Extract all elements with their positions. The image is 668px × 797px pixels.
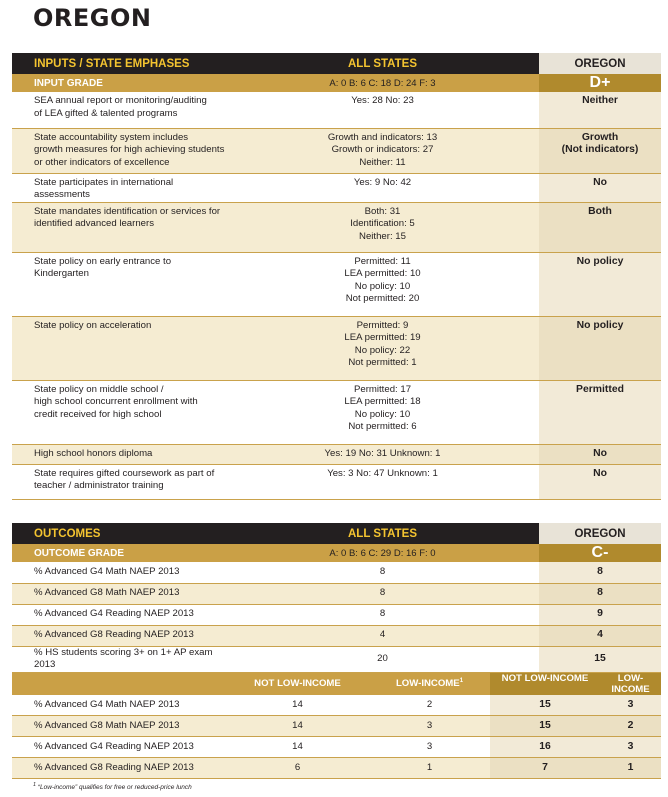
input-row-state-line: No policy <box>576 255 624 267</box>
input-row-label-line: State policy on acceleration <box>34 319 152 331</box>
input-row-label-line: or other indicators of excellence <box>34 156 170 168</box>
input-row-state <box>539 316 661 380</box>
outcomes-header-state: OREGON <box>539 523 661 544</box>
input-row-label-line: of LEA gifted & talented programs <box>34 107 178 119</box>
input-row-state-line: No policy <box>576 319 624 331</box>
income-row <box>12 695 661 716</box>
page-title: OREGON <box>33 4 152 32</box>
input-row <box>12 316 661 380</box>
input-row <box>12 202 661 252</box>
input-row-state-line: Permitted <box>576 383 624 395</box>
outcome-row-all-states: 8 <box>226 604 539 625</box>
input-row-label <box>12 252 226 316</box>
input-row-label <box>12 128 226 173</box>
income-row-all-low: 3 <box>369 716 490 737</box>
income-row-all-low: 2 <box>369 695 490 716</box>
outcome-row-label: % HS students scoring 3+ on 1+ AP exam 2013 <box>12 646 226 672</box>
input-row-label-line: identified advanced learners <box>34 218 155 229</box>
input-row-state-line: No <box>593 467 607 479</box>
input-grade-label: INPUT GRADE <box>12 74 226 92</box>
input-row <box>12 464 661 499</box>
input-row-label-line: SEA annual report or monitoring/auditing <box>34 95 207 106</box>
input-row-label <box>12 316 226 380</box>
outcome-row-all-states: 20 <box>226 646 539 672</box>
input-row-all-states-line: Yes: 19 No: 31 Unknown: 1 <box>324 447 441 459</box>
income-row-label: % Advanced G8 Reading NAEP 2013 <box>12 758 226 779</box>
income-row-state-not-low: 16 <box>539 740 551 752</box>
input-row-all-states-line: LEA permitted: 10 <box>344 268 421 279</box>
input-row-label-line: growth measures for high achieving students <box>34 144 225 155</box>
input-row-all-states-line: Not permitted: 6 <box>348 421 417 432</box>
input-row-state <box>539 202 661 252</box>
input-row-label <box>12 202 226 252</box>
input-row-state <box>539 92 661 128</box>
income-row-state <box>490 716 661 737</box>
outcome-row-state: 8 <box>539 562 661 583</box>
income-row-state <box>490 758 661 779</box>
input-row-all-states-line: Permitted: 9 <box>356 319 409 331</box>
input-row-all-states-line: No policy: 10 <box>354 408 411 420</box>
outcome-row-all-states: 8 <box>226 562 539 583</box>
income-row <box>12 716 661 737</box>
input-row-state <box>539 128 661 173</box>
input-grade-all-states: A: 0 B: 6 C: 18 D: 24 F: 3 <box>226 74 539 92</box>
inputs-header-label: INPUTS / STATE EMPHASES <box>12 53 226 74</box>
income-row-state-pair <box>490 741 661 754</box>
income-header-not-low: NOT LOW-INCOME <box>226 672 369 695</box>
input-row-all-states-line: Yes: 9 No: 42 <box>353 176 412 188</box>
input-row-all-states <box>226 444 539 464</box>
input-row-all-states-line: Not permitted: 20 <box>345 293 420 304</box>
income-header-row <box>12 672 661 695</box>
outcome-row <box>12 583 661 604</box>
income-row-label: % Advanced G8 Math NAEP 2013 <box>12 716 226 737</box>
input-row-all-states-line: Yes: 28 No: 23 <box>351 95 414 106</box>
income-row-state-not-low: 15 <box>539 698 551 710</box>
inputs-header-state: OREGON <box>539 53 661 74</box>
input-row-label-line: State accountability system includes <box>34 131 189 143</box>
income-row-all-not-low: 6 <box>226 758 369 779</box>
outcome-row-state: 4 <box>539 625 661 646</box>
input-row-all-states-line: LEA permitted: 19 <box>344 332 421 343</box>
input-row-state <box>539 444 661 464</box>
outcome-grade-state: C- <box>539 544 661 562</box>
input-row-all-states-line: Not permitted: 1 <box>348 357 417 368</box>
input-row-label-line: State policy on middle school / <box>34 383 164 395</box>
outcome-row-state: 9 <box>539 604 661 625</box>
income-row-all-not-low: 14 <box>226 695 369 716</box>
input-row-label-line: high school concurrent enrollment with <box>34 396 198 407</box>
input-row-all-states-line: No policy: 22 <box>354 344 411 356</box>
outcome-row-state: 15 <box>539 646 661 672</box>
input-row-label <box>12 380 226 444</box>
income-row-label: % Advanced G4 Math NAEP 2013 <box>12 695 226 716</box>
input-row-state <box>539 252 661 316</box>
input-row-label <box>12 464 226 499</box>
income-row-all-low: 3 <box>369 737 490 758</box>
input-row <box>12 92 661 128</box>
input-row <box>12 444 661 464</box>
input-row-state <box>539 173 661 202</box>
income-header-low <box>369 672 490 695</box>
input-row-state-line: (Not indicators) <box>561 144 639 155</box>
income-row-state-pair <box>490 720 661 733</box>
input-row-state-line: Both <box>588 205 612 217</box>
input-row <box>12 380 661 444</box>
income-row-state-not-low: 7 <box>542 761 548 773</box>
outcome-row-label: % Advanced G8 Math NAEP 2013 <box>12 583 226 604</box>
outcome-row-label: % Advanced G8 Reading NAEP 2013 <box>12 625 226 646</box>
income-row-state <box>490 737 661 758</box>
inputs-header-row <box>12 53 661 74</box>
income-header-state-pair <box>490 673 661 695</box>
inputs-table <box>12 53 661 500</box>
footnote-marker: 1 <box>33 782 37 788</box>
input-row-label <box>12 92 226 128</box>
input-row-state <box>539 464 661 499</box>
income-header-spacer <box>12 672 226 695</box>
income-header-low-sup: 1 <box>459 677 464 684</box>
income-row-all-low: 1 <box>369 758 490 779</box>
input-row-all-states-line: Neither: 11 <box>359 156 406 168</box>
income-header-state-not-low <box>490 672 661 695</box>
inputs-header-all-states: ALL STATES <box>226 53 539 74</box>
income-row <box>12 758 661 779</box>
outcomes-table <box>12 523 661 779</box>
input-row-all-states <box>226 464 539 499</box>
income-row-state-low: 2 <box>627 719 634 731</box>
income-row-state-low: 3 <box>627 740 634 752</box>
input-row-all-states-line: LEA permitted: 18 <box>344 396 421 407</box>
input-row-label-line: State mandates identification or services for <box>34 205 221 217</box>
input-row-label-line: teacher / administrator training <box>34 480 164 491</box>
income-row <box>12 737 661 758</box>
input-row <box>12 173 661 202</box>
outcomes-header-row <box>12 523 661 544</box>
outcome-row <box>12 625 661 646</box>
input-row-all-states-line: Growth or indicators: 27 <box>331 144 434 155</box>
footnote-text: “Low-income” qualifies for free or reduced-price lunch <box>37 784 192 792</box>
outcome-row <box>12 604 661 625</box>
input-row-all-states-line: Growth and indicators: 13 <box>327 131 438 143</box>
outcome-row-all-states: 4 <box>226 625 539 646</box>
input-row-all-states-line: Neither: 15 <box>359 230 406 242</box>
input-row-label-line: High school honors diploma <box>34 447 153 459</box>
outcome-grade-row <box>12 544 661 562</box>
income-header-state-not-low-text: NOT LOW-INCOME <box>501 672 589 684</box>
outcomes-header-label: OUTCOMES <box>12 523 226 544</box>
input-row-label <box>12 444 226 464</box>
input-row-all-states-line: Permitted: 11 <box>354 255 411 267</box>
input-row-all-states <box>226 316 539 380</box>
income-row-state-low: 3 <box>627 698 634 710</box>
input-row-all-states <box>226 173 539 202</box>
outcome-row <box>12 562 661 583</box>
income-row-state-pair <box>490 762 661 775</box>
outcome-row-all-states: 8 <box>226 583 539 604</box>
input-row-all-states <box>226 92 539 128</box>
input-row <box>12 252 661 316</box>
input-row-state-line: No <box>593 176 607 188</box>
input-row-state <box>539 380 661 444</box>
input-grade-state: D+ <box>539 74 661 92</box>
input-row-label <box>12 173 226 202</box>
income-row-state-low: 1 <box>627 761 634 773</box>
outcome-row-state: 8 <box>539 583 661 604</box>
input-row-all-states-line: Identification: 5 <box>350 218 415 229</box>
input-row-all-states <box>226 128 539 173</box>
footnote <box>33 782 192 791</box>
outcome-grade-label: OUTCOME GRADE <box>12 544 226 562</box>
input-grade-row <box>12 74 661 92</box>
outcome-row <box>12 646 661 672</box>
income-row-all-not-low: 14 <box>226 716 369 737</box>
outcome-row-label: % Advanced G4 Math NAEP 2013 <box>12 562 226 583</box>
income-row-state <box>490 695 661 716</box>
outcome-grade-all-states: A: 0 B: 6 C: 29 D: 16 F: 0 <box>226 544 539 562</box>
income-row-state-pair <box>490 699 661 712</box>
income-row-state-not-low: 15 <box>539 719 551 731</box>
input-row-label-line: State policy on early entrance to Kindergarten <box>34 255 172 279</box>
input-row-state-line: Growth <box>581 131 619 143</box>
input-row-label-line: credit received for high school <box>34 408 162 420</box>
input-row-all-states <box>226 202 539 252</box>
input-row-all-states-line: Yes: 3 No: 47 Unknown: 1 <box>327 467 438 479</box>
income-row-label: % Advanced G4 Reading NAEP 2013 <box>12 737 226 758</box>
input-row <box>12 128 661 173</box>
input-row-label-line: State participates in international assessments <box>34 176 174 200</box>
input-row-all-states-line: Both: 31 <box>364 205 401 217</box>
input-row-label-line: State requires gifted coursework as part of <box>34 467 215 479</box>
input-row-state-line: Neither <box>582 95 618 106</box>
outcomes-header-all-states: ALL STATES <box>226 523 539 544</box>
input-row-all-states <box>226 380 539 444</box>
input-row-all-states-line: No policy: 10 <box>354 280 411 292</box>
income-header-low-text: LOW-INCOME <box>395 678 460 690</box>
income-row-all-not-low: 14 <box>226 737 369 758</box>
input-row-all-states-line: Permitted: 17 <box>353 383 412 395</box>
input-row-state-line: No <box>593 447 607 459</box>
input-row-all-states <box>226 252 539 316</box>
outcome-row-label: % Advanced G4 Reading NAEP 2013 <box>12 604 226 625</box>
income-header-state-low-text: LOW-INCOME <box>611 672 650 695</box>
